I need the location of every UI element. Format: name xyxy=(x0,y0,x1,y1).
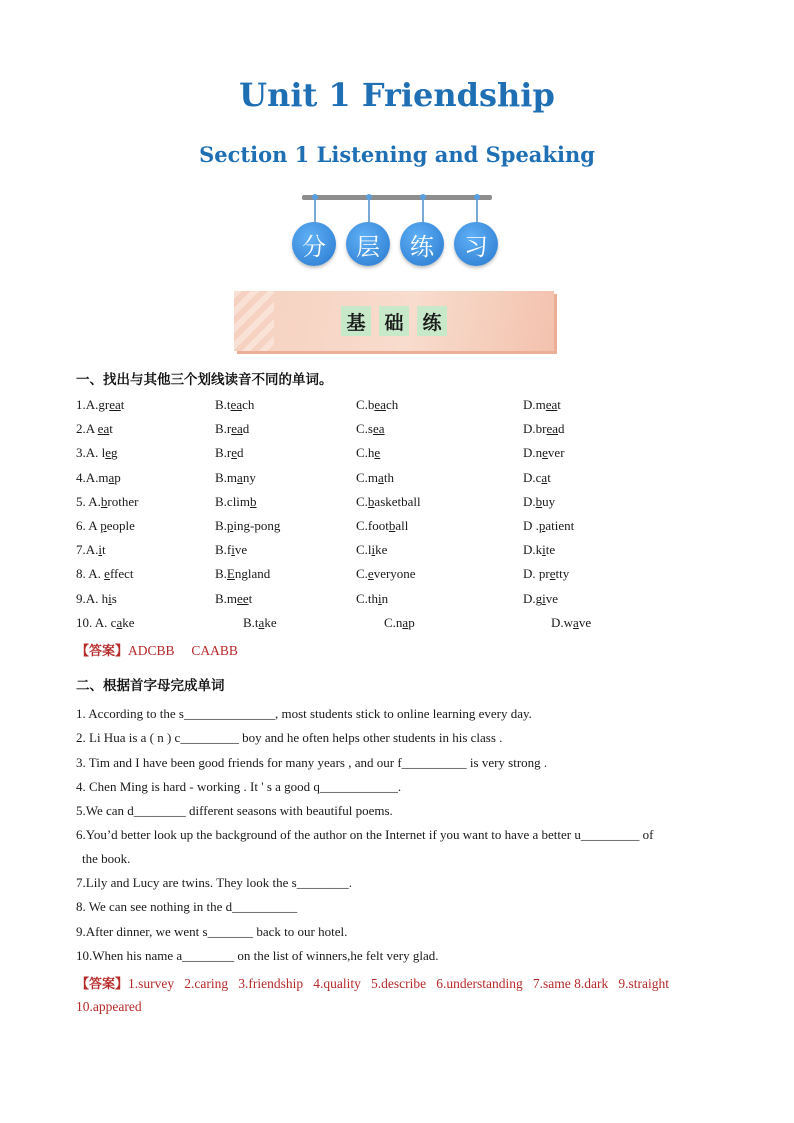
fill-item-7: 7.Lily and Lucy are twins. They look the s________. xyxy=(76,875,352,890)
option-4-c: C.math xyxy=(356,469,394,485)
option-2-a: 2.A eat xyxy=(76,421,113,437)
option-8-a: 8. A. effect xyxy=(76,566,134,582)
fill-item-10: 10.When his name a________ on the list of winners,he felt very glad. xyxy=(76,948,439,963)
option-3-d: D.never xyxy=(523,445,565,461)
fill-item-8: 8. We can see nothing in the d__________ xyxy=(76,899,298,914)
option-10-a: 10. A. cake xyxy=(76,614,135,630)
fill-item-1: 1. According to the s______________, most students stick to online learning every day. xyxy=(76,706,532,721)
banner-char-1: 分 xyxy=(292,222,336,266)
fill-item-3: 3. Tim and I have been good friends for many years , and our f__________ is very strong . xyxy=(76,755,548,770)
option-6-a: 6. A people xyxy=(76,518,135,533)
option-10-b: B.take xyxy=(243,614,277,630)
section-subtitle: Section 1 Listening and Speaking xyxy=(199,142,595,167)
option-6-b: B.ping-pong xyxy=(215,518,281,533)
option-3-c: C.he xyxy=(356,445,381,461)
option-9-a: 9.A. his xyxy=(76,590,117,606)
banner-rail xyxy=(302,195,492,200)
option-1-c: C.beach xyxy=(356,397,399,412)
part2-heading: 二、根据首字母完成单词 xyxy=(76,678,225,694)
option-2-c: C.sea xyxy=(356,421,385,437)
answer-label-2: 【答案】 xyxy=(76,977,129,992)
fill-item-6-cont: the book. xyxy=(82,851,131,866)
option-1-d: D.meat xyxy=(523,397,561,412)
banner-char-3: 练 xyxy=(400,222,444,266)
option-5-a: 5. A.brother xyxy=(76,493,139,509)
option-4-b: B.many xyxy=(215,469,256,485)
option-6-d: D .patient xyxy=(523,518,575,533)
option-5-d: D.buy xyxy=(523,493,556,509)
part1-heading: 一、找出与其他三个划线读音不同的单词。 xyxy=(76,372,333,388)
option-7-b: B.five xyxy=(215,542,248,558)
option-10-c: C.nap xyxy=(384,614,415,630)
option-9-d: D.give xyxy=(523,590,559,606)
box-char-1: 基 xyxy=(341,306,371,336)
fill-item-9: 9.After dinner, we went s_______ back to our hotel. xyxy=(76,924,348,939)
fill-item-4: 4. Chen Ming is hard - working . It ' s a good q____________. xyxy=(76,779,402,794)
option-4-d: D.cat xyxy=(523,469,551,485)
option-6-c: C.football xyxy=(356,518,409,533)
part2-answer xyxy=(76,973,669,992)
box-char-2: 础 xyxy=(379,306,409,336)
option-9-b: B.meet xyxy=(215,590,253,606)
option-8-d: D. pretty xyxy=(523,566,570,582)
layered-practice-banner xyxy=(284,190,510,270)
option-7-c: C.like xyxy=(356,542,388,558)
option-3-b: B.red xyxy=(215,445,244,461)
option-2-d: D.bread xyxy=(523,421,565,437)
fill-item-2: 2. Li Hua is a ( n ) c_________ boy and he often helps other students in his class . xyxy=(76,730,503,745)
option-1-a: 1.A.great xyxy=(76,397,125,412)
option-7-a: 7.A.it xyxy=(76,542,106,558)
option-3-a: 3.A. leg xyxy=(76,445,118,461)
option-1-b: B.teach xyxy=(215,397,255,412)
option-10-d: D.wave xyxy=(551,614,592,630)
banner-char-2: 层 xyxy=(346,222,390,266)
part2-answer-cont: 10.appeared xyxy=(76,999,142,1014)
option-7-d: D.kite xyxy=(523,542,556,558)
part1-answer xyxy=(76,640,238,659)
fill-item-6: 6.You’d better look up the background of the author on the Internet if you want to have a better u_________ of xyxy=(76,827,654,842)
option-5-b: B.climb xyxy=(215,493,257,509)
fill-item-5: 5.We can d________ different seasons with beautiful poems. xyxy=(76,803,393,818)
option-4-a: 4.A.map xyxy=(76,469,121,485)
option-9-c: C.thin xyxy=(356,590,389,606)
banner-char-4: 习 xyxy=(454,222,498,266)
answer-text: ADCBB CAABB xyxy=(128,643,238,658)
option-8-c: C.everyone xyxy=(356,566,416,582)
option-8-b: B.England xyxy=(215,566,271,582)
page-title: Unit 1 Friendship xyxy=(239,76,555,114)
option-5-c: C.basketball xyxy=(356,493,421,509)
box-char-3: 练 xyxy=(417,306,447,336)
basic-practice-box xyxy=(234,291,554,351)
answer-text-2: 1.survey 2.caring 3.friendship 4.quality 5.describe 6.understanding 7.same 8.dark 9.straight xyxy=(128,976,670,991)
answer-label: 【答案】 xyxy=(76,644,129,659)
option-2-b: B.read xyxy=(215,421,250,437)
